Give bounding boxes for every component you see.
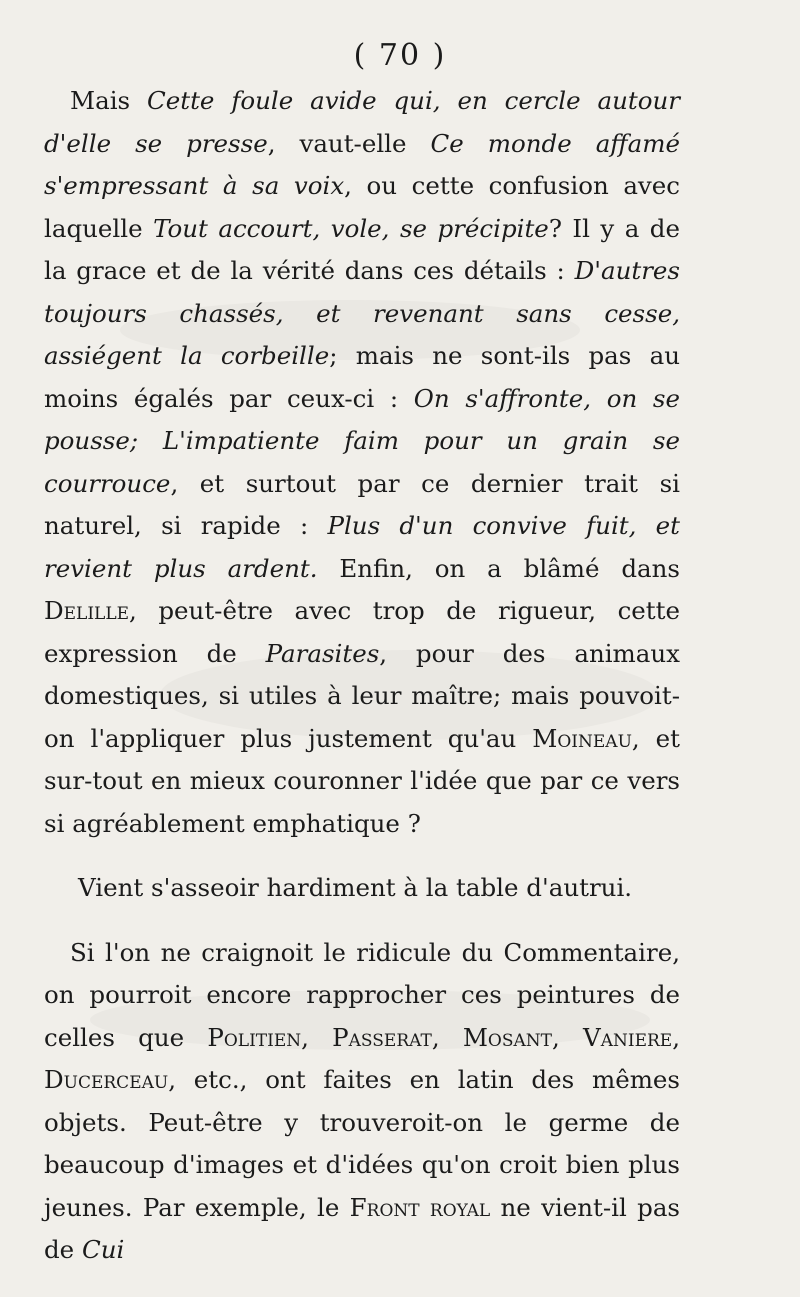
italic-quote: Parasites xyxy=(265,638,380,668)
text-run: ; mais ne sont-ils pas au moins égalés par ceux-ci : xyxy=(44,341,680,413)
separator: , xyxy=(672,1022,680,1052)
text-run: , peut-être avec trop de rigueur, cette expression de xyxy=(44,596,680,668)
small-caps-term: Moineau xyxy=(532,723,632,753)
text-run: Enfin, on a blâmé dans xyxy=(317,553,680,583)
page-number: ( 70 ) xyxy=(353,38,447,73)
italic-quote: Tout accourt, vole, se précipite xyxy=(153,213,549,243)
paragraph-2 xyxy=(44,932,680,1272)
author-name: Passerat xyxy=(332,1022,432,1052)
text-run: , et surtout par ce dernier trait si naturel, si rapide : xyxy=(44,468,680,540)
separator: , xyxy=(552,1022,584,1052)
author-name: Mosant xyxy=(462,1022,552,1052)
italic-quote: D'autres toujours chassés, et revenant sans cesse, assiégent la corbeille xyxy=(44,256,680,370)
separator: , xyxy=(301,1022,333,1052)
text-run: Mais xyxy=(70,86,147,115)
italic-quote: On s'affronte, on se pousse; L'impatiente faim pour un grain se courrouce xyxy=(44,383,680,498)
text-run: , vaut-elle xyxy=(267,128,431,158)
separator: , xyxy=(431,1022,463,1052)
text-run: ne vient-il pas de xyxy=(44,1192,680,1264)
italic-quote: Cette foule avide qui, en cercle autour d'elle se presse xyxy=(44,86,681,158)
text-run: ? Il y a de la grace et de la vérité dans ces détails : xyxy=(44,213,680,285)
italic-quote: Plus d'un convive fuit, et revient plus ardent. xyxy=(44,511,680,583)
author-name: Vaniere xyxy=(583,1022,673,1052)
quoted-verse: Vient s'asseoir hardiment à la table d'autrui. xyxy=(78,873,633,902)
author-name: Ducerceau xyxy=(44,1065,169,1094)
text-run: Si l'on ne craignoit le ridicule du Commentaire, on pourroit encore rapprocher ces peintures de celles que xyxy=(44,937,680,1052)
text-run: , pour des animaux domestiques, si utiles à leur maître; mais pouvoit-on l'appliquer plus justement qu'au xyxy=(44,638,680,753)
text-run: , etc., ont faites en latin des mêmes objets. Peut-être y trouveroit-on le germe de beaucoup d'images et d'idées qu'on croit bien plus jeunes. Par exemple, le xyxy=(44,1065,680,1222)
author-name: Delille xyxy=(44,596,130,625)
small-caps-term: Front royal xyxy=(349,1192,491,1222)
body-text xyxy=(44,80,680,1272)
author-name: Politien xyxy=(207,1022,302,1052)
text-run: , et sur-tout en mieux couronner l'idée que par ce vers si agréablement emphatique ? xyxy=(44,723,681,838)
text-run: , ou cette confusion avec laquelle xyxy=(44,171,680,243)
italic-quote: Ce monde affamé s'empressant à sa voix xyxy=(44,128,680,200)
italic-quote: Cui xyxy=(81,1235,125,1264)
paragraph-1 xyxy=(44,80,680,845)
